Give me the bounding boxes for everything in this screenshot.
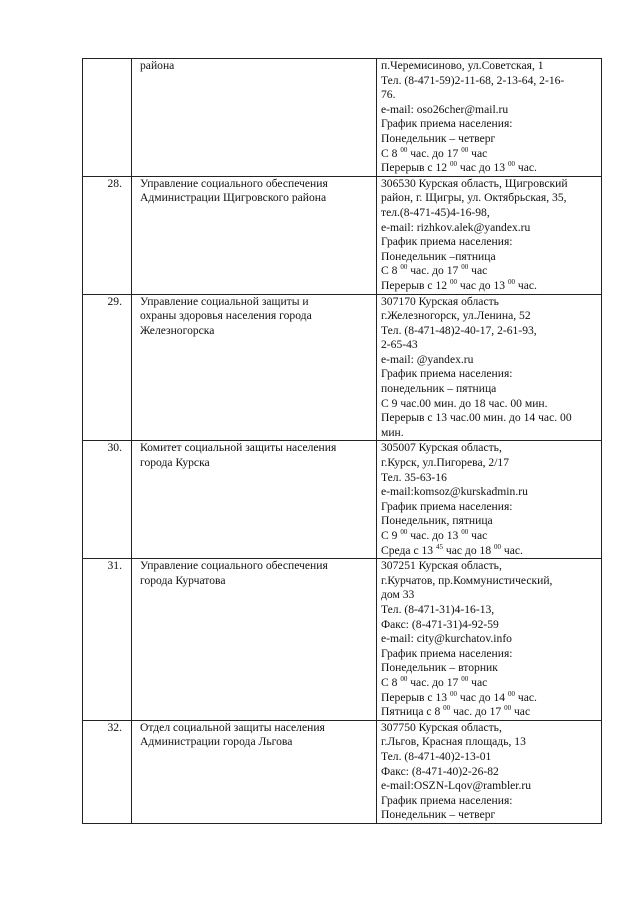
contact-info-line: 76. xyxy=(381,88,396,102)
contact-info-line: Тел. (8-471-48)2-40-17, 2-61-93, xyxy=(381,323,537,337)
contact-info-line: Перерыв с 12 $^{00}$ час до 13 $^{00}$ час. xyxy=(381,277,537,292)
table-row xyxy=(83,294,602,441)
contacts-table-body xyxy=(83,59,602,824)
contact-info-line: 2-65-43 xyxy=(381,338,418,352)
contact-info-line: г.Льгов, Красная площадь, 13 xyxy=(381,735,526,749)
organization-name-line: Управление социального обеспечения xyxy=(140,559,328,573)
contacts-table xyxy=(82,58,602,824)
organization-name xyxy=(132,294,377,441)
organization-name xyxy=(132,720,377,823)
table-row xyxy=(83,441,602,559)
contact-info xyxy=(377,559,602,721)
row-number: 28. xyxy=(83,176,132,294)
contact-info-line: График приема населения: xyxy=(381,367,513,381)
contact-info-line: Среда с 13 $^{45}$ час до 18 $^{00}$ час. xyxy=(381,542,523,557)
row-number: 31. xyxy=(83,559,132,721)
organization-name-line: Администрации Щигровского района xyxy=(140,191,327,205)
row-number: 29. xyxy=(83,294,132,441)
contact-info-line: Перерыв с 13 $^{00}$ час до 14 $^{00}$ час. xyxy=(381,689,537,704)
contact-info-line: г.Железногорск, ул.Ленина, 52 xyxy=(381,309,531,323)
contact-info-line: понедельник – пятница xyxy=(381,382,497,396)
contact-info-line: 307750 Курская область, xyxy=(381,720,502,734)
contact-info-line: График приема населения: xyxy=(381,793,513,807)
row-number: 30. xyxy=(83,441,132,559)
contact-info-line: e-mail: oso26cher@mail.ru xyxy=(381,102,509,116)
contact-info-line: Тел. (8-471-31)4-16-13, xyxy=(381,602,495,616)
organization-name-line: охраны здоровья населения города xyxy=(140,309,312,323)
contact-info xyxy=(377,176,602,294)
contact-info-line: График приема населения: xyxy=(381,235,513,249)
contact-info-line: С 8 $^{00}$ час. до 17 $^{00}$ час xyxy=(381,145,488,160)
organization-name-line: Железногорска xyxy=(140,323,215,337)
contact-info-line: 305007 Курская область, xyxy=(381,441,502,455)
organization-name-line: Комитет социальной защиты населения xyxy=(140,441,337,455)
contact-info-line: e-mail:OSZN-Lqov@rambler.ru xyxy=(381,779,532,793)
contact-info-line: График приема населения: xyxy=(381,646,513,660)
contact-info-line: С 8 $^{00}$ час. до 17 $^{00}$ час xyxy=(381,674,488,689)
contact-info-line: г.Курчатов, пр.Коммунистический, xyxy=(381,573,553,587)
contact-info-line: 306530 Курская область, Щигровский xyxy=(381,176,568,190)
contact-info-line: Факс: (8-471-31)4-92-59 xyxy=(381,617,499,631)
organization-name-line: Управление социального обеспечения xyxy=(140,176,328,190)
organization-name-line: Управление социальной защиты и xyxy=(140,294,309,308)
contact-info-line: e-mail: city@kurchatov.info xyxy=(381,632,512,646)
organization-name xyxy=(132,559,377,721)
contact-info-line: 307251 Курская область, xyxy=(381,559,502,573)
contact-info-line: С 9 $^{00}$ час. до 13 $^{00}$ час xyxy=(381,528,488,542)
contact-info-line: Факс: (8-471-40)2-26-82 xyxy=(381,764,499,778)
contact-info-line: Понедельник –пятница xyxy=(381,249,496,263)
organization-name-line: района xyxy=(140,59,175,72)
table-row xyxy=(83,720,602,823)
table-row xyxy=(83,559,602,721)
contact-info-line: район, г. Щигры, ул. Октябрьская, 35, xyxy=(381,191,567,205)
organization-name-line: города Курчатова xyxy=(140,573,226,587)
organization-name xyxy=(132,441,377,559)
contact-info-line: 307170 Курская область xyxy=(381,294,499,308)
organization-name-line: Отдел социальной защиты населения xyxy=(140,720,325,734)
contact-info-line: Понедельник – вторник xyxy=(381,661,498,675)
contact-info-line: Понедельник – четверг xyxy=(381,131,496,145)
organization-name-line: Администрации города Льгова xyxy=(140,735,293,749)
contact-info-line: e-mail:komsoz@kurskadmin.ru xyxy=(381,485,528,499)
contact-info-line: Тел. 35-63-16 xyxy=(381,470,447,484)
contact-info-line: Перерыв с 13 час.00 мин. до 14 час. 00 xyxy=(381,411,572,425)
row-number xyxy=(83,59,132,177)
contact-info-line: График приема населения: xyxy=(381,499,513,513)
contact-info-line: Перерыв с 12 $^{00}$ час до 13 $^{00}$ час. xyxy=(381,160,537,175)
contact-info-line: г.Курск, ул.Пигорева, 2/17 xyxy=(381,456,510,470)
contact-info-line: дом 33 xyxy=(381,588,415,602)
contact-info-line: Понедельник, пятница xyxy=(381,514,493,528)
contact-info-line: С 8 $^{00}$ час. до 17 $^{00}$ час xyxy=(381,263,488,278)
contact-info xyxy=(377,441,602,559)
contact-info-line: e-mail: @yandex.ru xyxy=(381,352,474,366)
contact-info-line: e-mail: rizhkov.alek@yandex.ru xyxy=(381,220,531,234)
contact-info-line: тел.(8-471-45)4-16-98, xyxy=(381,205,490,219)
row-number: 32. xyxy=(83,720,132,823)
contact-info-line: п.Черемисиново, ул.Советская, 1 xyxy=(381,59,544,72)
contact-info xyxy=(377,720,602,823)
contact-info-line: мин. xyxy=(381,425,404,439)
table-row xyxy=(83,59,602,177)
contact-info-line: Понедельник – четверг xyxy=(381,808,496,822)
contact-info xyxy=(377,294,602,441)
contact-info-line: С 9 час.00 мин. до 18 час. 00 мин. xyxy=(381,396,548,410)
contact-info-line: График приема населения: xyxy=(381,117,513,131)
contact-info-line: Тел. (8-471-59)2-11-68, 2-13-64, 2-16- xyxy=(381,73,565,87)
contact-info-line: Тел. (8-471-40)2-13-01 xyxy=(381,749,492,763)
table-row xyxy=(83,176,602,294)
contact-info xyxy=(377,59,602,177)
organization-name-line: города Курска xyxy=(140,456,210,470)
contact-info-line: Пятница с 8 $^{00}$ час. до 17 $^{00}$ час xyxy=(381,704,531,719)
organization-name xyxy=(132,59,377,177)
organization-name xyxy=(132,176,377,294)
